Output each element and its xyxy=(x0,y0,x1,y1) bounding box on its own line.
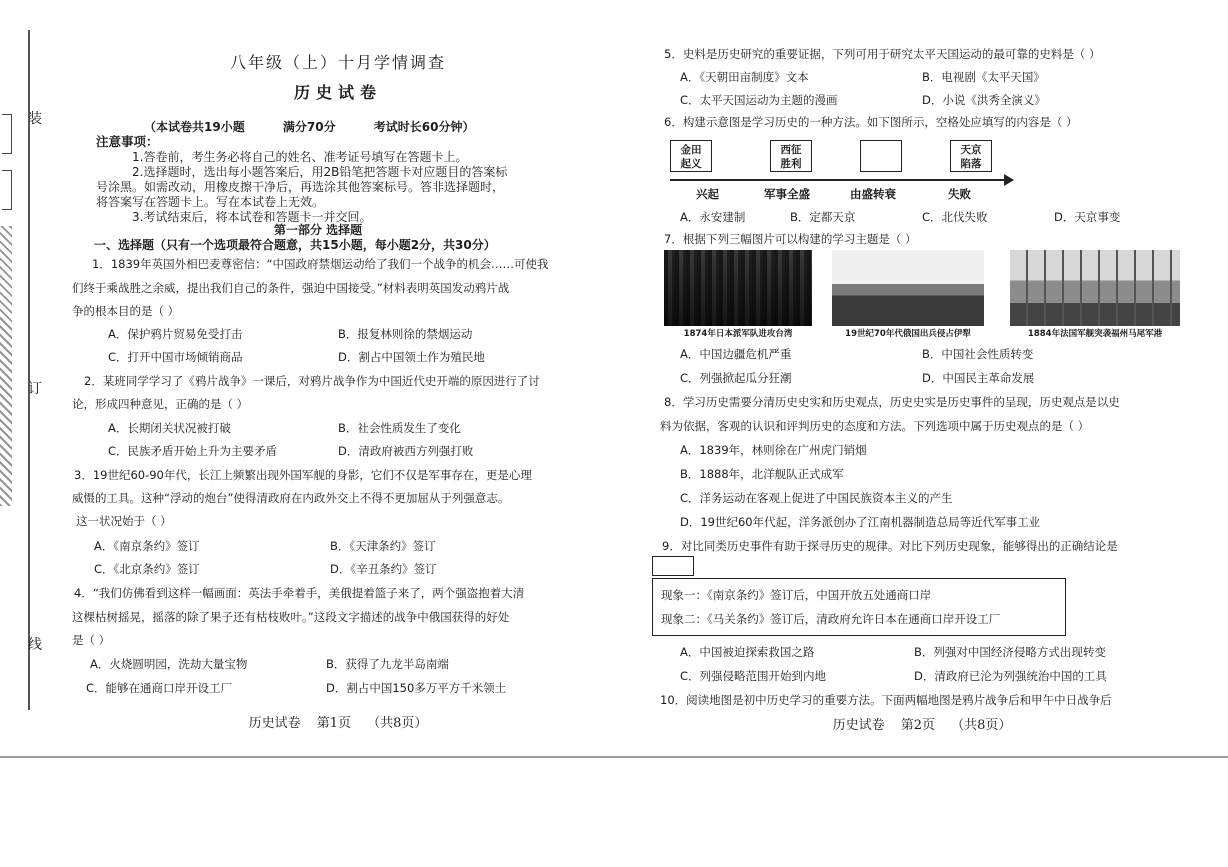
question-9-option-b[interactable]: B．列强对中国经济侵略方式出现转变 xyxy=(914,645,1106,659)
question-8-option-c[interactable]: C．洋务运动在客观上促进了中国民族资本主义的产生 xyxy=(680,491,953,505)
question-3-text: 这一状况始于（ ） xyxy=(76,514,172,528)
question-6-option-b[interactable]: B．定都天京 xyxy=(790,210,856,224)
question-2-text: 论，形成四种意见，正确的是（ ） xyxy=(72,397,249,411)
question-1-text: 们终于乘战胜之余威，提出我们自己的条件，强迫中国接受。”材料表明英国发动鸦片战 xyxy=(72,281,510,295)
diagram-stage-label: 兴起 xyxy=(696,187,719,201)
answer-blank-box xyxy=(652,556,694,576)
question-2-option-b[interactable]: B．社会性质发生了变化 xyxy=(338,421,461,435)
question-2-option-d[interactable]: D．清政府被西方列强打败 xyxy=(338,444,474,458)
question-3-text: 威慑的工具。这种“浮动的炮台”使得清政府在内政外交上不得不更加屈从于列强意志。 xyxy=(72,491,510,505)
photo-france-mawei xyxy=(1010,250,1180,339)
page-footer xyxy=(64,712,612,731)
binding-char-xian: 线 xyxy=(28,637,42,653)
question-8-text: 料为依据，客观的认识和评判历史的态度和方法。下列选项中属于历史观点的是（ ） xyxy=(660,419,1090,433)
footer-page-number: 第1页 xyxy=(316,716,351,731)
phenomena-box xyxy=(652,578,1066,636)
question-9-text: 9．对比同类历史事件有助于探寻历史的规律。对比下列历史现象，能够得出的正确结论是 xyxy=(662,539,1118,553)
notice-item: 号涂黑。如需改动，用橡皮擦干净后，再选涂其他答案标号。答非选择题时， xyxy=(96,180,505,194)
diagram-box-blank xyxy=(860,140,902,172)
diagram-stage-label: 军事全盛 xyxy=(764,187,810,201)
arrow-right-icon xyxy=(1004,174,1014,186)
footer-page-total: （共8页） xyxy=(367,716,428,731)
section-heading: 一、选择题（只有一个选项最符合题意，共15小题，每小题2分，共30分） xyxy=(94,238,496,252)
binding-tab-mark xyxy=(2,170,12,210)
question-2-text: 2．某班同学学习了《鸦片战争》一课后，对鸦片战争作为中国近代史开端的原因进行了讨 xyxy=(84,374,540,388)
question-7-text: 7．根据下列三幅图片可以构建的学习主题是（ ） xyxy=(664,232,917,246)
question-3-option-b[interactable]: B．《天津条约》签订 xyxy=(330,539,436,553)
question-7-option-a[interactable]: A．中国边疆危机严重 xyxy=(680,347,792,361)
question-5-option-a[interactable]: A．《天朝田亩制度》文本 xyxy=(680,70,809,84)
question-2-option-a[interactable]: A．长期闭关状况被打破 xyxy=(108,421,231,435)
phenomenon-2: 现象二：《马关条约》签订后，清政府允许日本在通商口岸开设工厂 xyxy=(661,612,1001,626)
question-5-option-d[interactable]: D．小说《洪秀全演义》 xyxy=(922,93,1046,107)
binding-char-ding: 订 xyxy=(28,381,42,397)
photo-caption: 1884年法国军舰突袭福州马尾军港 xyxy=(1027,329,1163,339)
page-1 xyxy=(64,0,612,756)
page-footer xyxy=(652,714,1192,733)
photo-russia-ili xyxy=(832,250,984,339)
question-7-option-c[interactable]: C．列强掀起瓜分狂潮 xyxy=(680,371,792,385)
binding-border-line xyxy=(28,30,30,710)
diagram-box-tianjing: 天京 陷落 xyxy=(950,140,992,172)
question-4-option-d[interactable]: D．割占中国150多万平方千米领土 xyxy=(326,681,507,695)
question-8-option-a[interactable]: A．1839年，林则徐在广州虎门销烟 xyxy=(680,443,867,457)
diagram-box-xizheng: 西征 胜利 xyxy=(770,140,812,172)
question-3-option-a[interactable]: A．《南京条约》签订 xyxy=(94,539,200,553)
question-1-text: 争的根本目的是（ ） xyxy=(72,304,180,318)
question-1-option-c[interactable]: C．打开中国市场倾销商品 xyxy=(108,350,243,364)
question-1-option-a[interactable]: A．保护鸦片贸易免受打击 xyxy=(108,327,243,341)
photo-image xyxy=(832,250,984,326)
question-6-option-a[interactable]: A．永安建制 xyxy=(680,210,746,224)
question-2-option-c[interactable]: C．民族矛盾开始上升为主要矛盾 xyxy=(108,444,278,458)
exam-title: 八年级（上）十月学情调查 xyxy=(229,53,446,72)
diagram-timeline-axis xyxy=(670,179,1006,181)
photo-japan-taiwan xyxy=(664,250,812,339)
question-5-option-c[interactable]: C．太平天国运动为主题的漫画 xyxy=(680,93,838,107)
question-10-text: 10．阅读地图是初中历史学习的重要方法。下面两幅地图是鸦片战争后和甲午中日战争后 xyxy=(660,693,1112,707)
question-9-option-a[interactable]: A．中国被迫探索救国之路 xyxy=(680,645,815,659)
question-6-option-d[interactable]: D．天京事变 xyxy=(1054,210,1121,224)
binding-margin xyxy=(0,30,60,730)
meta-full-score: 满分70分 xyxy=(282,120,336,134)
question-4-text: 4．“我们仿佛看到这样一幅画面：英法手牵着手，美俄提着篮子来了，两个强盗抱着大清 xyxy=(74,586,525,600)
notice-item: 将答案写在答题卡上。写在本试卷上无效。 xyxy=(96,195,325,209)
question-6-option-c[interactable]: C．北伐失败 xyxy=(922,210,988,224)
part-heading: 第一部分 选择题 xyxy=(274,223,363,237)
question-5-text: 5．史料是历史研究的重要证据，下列可用于研究太平天国运动的最可靠的史料是（ ） xyxy=(664,47,1101,61)
question-7-option-b[interactable]: B．中国社会性质转变 xyxy=(922,347,1034,361)
question-8-text: 8．学习历史需要分清历史史实和历史观点，历史史实是历史事件的呈现，历史观点是以史 xyxy=(664,395,1120,409)
phenomenon-1: 现象一：《南京条约》签订后，中国开放五处通商口岸 xyxy=(661,588,932,602)
question-1-option-d[interactable]: D．割占中国领土作为殖民地 xyxy=(338,350,485,364)
scan-bottom-edge xyxy=(0,756,1228,758)
question-4-option-a[interactable]: A．火烧圆明园，洗劫大量宝物 xyxy=(90,657,248,671)
question-4-text: 是（ ） xyxy=(72,633,111,647)
meta-question-count: （本试卷共19小题 xyxy=(144,120,245,134)
exam-meta xyxy=(144,118,508,135)
diagram-stage-label: 由盛转衰 xyxy=(850,187,896,201)
binding-tab-mark xyxy=(2,114,12,154)
question-4-text: 这棵枯树摇晃，摇落的除了果子还有枯枝败叶。”这段文字描述的战争中俄国获得的好处 xyxy=(72,610,510,624)
photo-image xyxy=(664,250,812,326)
meta-duration: 考试时长60分钟） xyxy=(373,120,475,134)
exam-subtitle: 历史试卷 xyxy=(293,83,382,102)
question-8-option-d[interactable]: D．19世纪60年代起，洋务派创办了江南机器制造总局等近代军事工业 xyxy=(680,515,1041,529)
footer-page-number: 第2页 xyxy=(900,718,935,733)
page-2 xyxy=(652,0,1192,756)
question-6-text: 6．构建示意图是学习历史的一种方法。如下图所示，空格处应填写的内容是（ ） xyxy=(664,115,1078,129)
question-1-option-b[interactable]: B．报复林则徐的禁烟运动 xyxy=(338,327,473,341)
question-5-option-b[interactable]: B．电视剧《太平天国》 xyxy=(922,70,1045,84)
photo-caption: 19世纪70年代俄国出兵侵占伊犁 xyxy=(845,329,971,339)
diagram-box-jintian: 金田 起义 xyxy=(670,140,712,172)
question-7-option-d[interactable]: D．中国民主革命发展 xyxy=(922,371,1035,385)
question-3-text: 3．19世纪60-90年代，长江上频繁出现外国军舰的身影，它们不仅是军事存在，更是心理 xyxy=(74,468,532,482)
notice-item: 3.考试结束后，将本试卷和答题卡一并交回。 xyxy=(132,210,372,224)
binding-seal-pattern xyxy=(0,226,12,506)
photo-caption: 1874年日本派军队进攻台湾 xyxy=(683,329,793,339)
question-9-option-c[interactable]: C．列强侵略范围开始到内地 xyxy=(680,669,827,683)
question-9-option-d[interactable]: D．清政府已沦为列强统治中国的工具 xyxy=(914,669,1107,683)
question-1-text: 1．1839年英国外相巴麦尊密信：“中国政府禁烟运动给了我们一个战争的机会……可使我 xyxy=(92,257,549,271)
diagram-stage-label: 失败 xyxy=(948,187,971,201)
footer-subject: 历史试卷 xyxy=(248,716,301,731)
taiping-timeline-diagram xyxy=(670,140,1010,202)
question-4-option-b[interactable]: B．获得了九龙半岛南端 xyxy=(326,657,449,671)
footer-page-total: （共8页） xyxy=(951,718,1012,733)
question-8-option-b[interactable]: B．1888年，北洋舰队正式成军 xyxy=(680,467,844,481)
photo-image xyxy=(1010,250,1180,326)
notice-item: 1.答卷前，考生务必将自己的姓名、准考证号填写在答题卡上。 xyxy=(132,150,468,164)
footer-subject: 历史试卷 xyxy=(832,718,885,733)
question-4-option-c[interactable]: C．能够在通商口岸开设工厂 xyxy=(86,681,233,695)
binding-char-zhuang: 装 xyxy=(28,111,42,127)
notice-heading: 注意事项： xyxy=(96,134,159,149)
question-3-option-d[interactable]: D．《辛丑条约》签订 xyxy=(330,562,437,576)
notice-item: 2.选择题时，选出每小题答案后，用2B铅笔把答题卡对应题目的答案标 xyxy=(132,165,508,179)
question-3-option-c[interactable]: C．《北京条约》签订 xyxy=(94,562,200,576)
